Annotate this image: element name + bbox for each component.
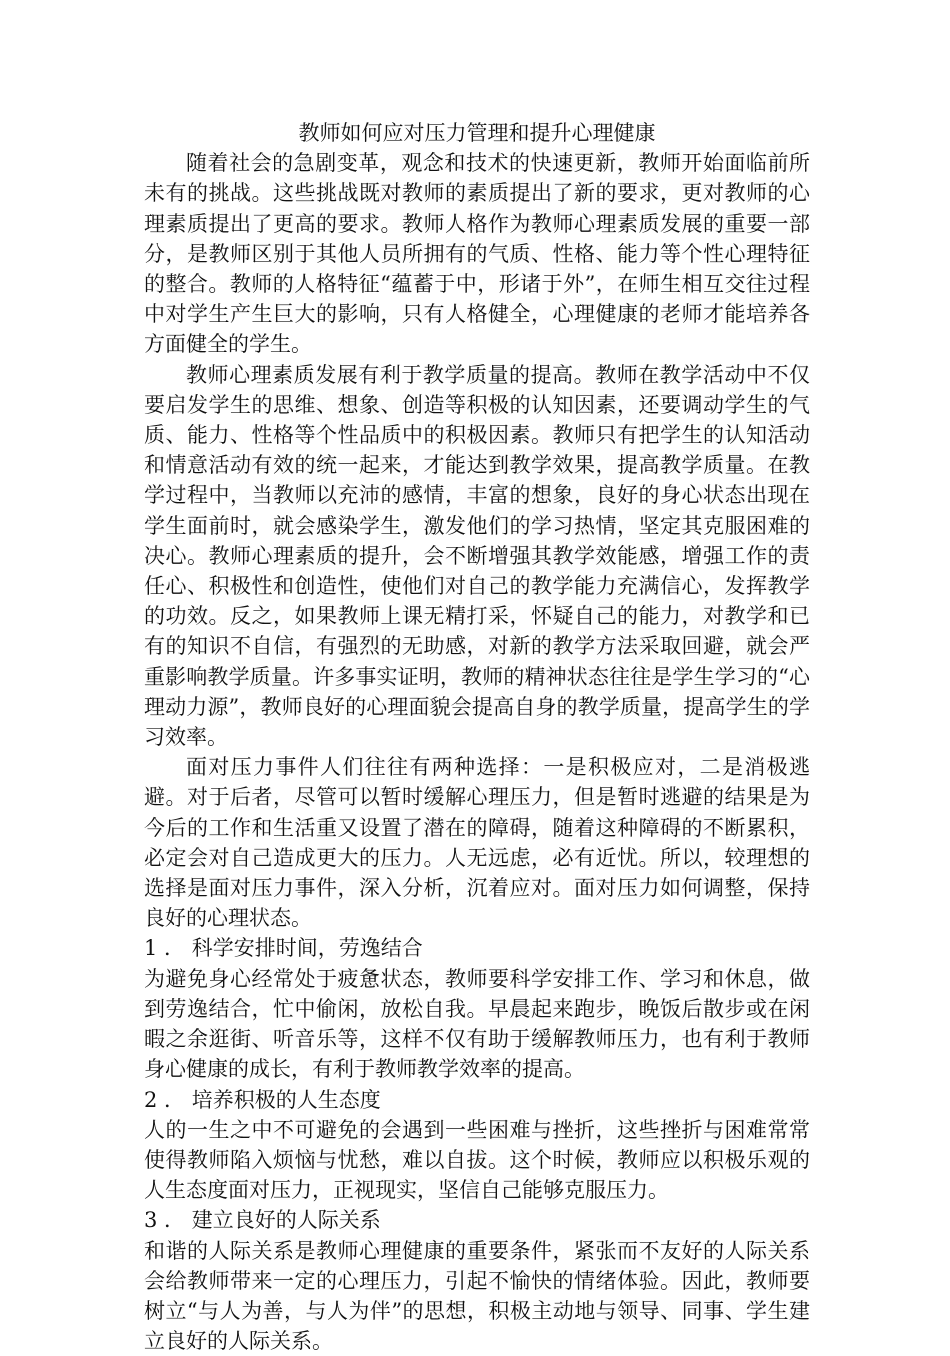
section-body-3: 和谐的人际关系是教师心理健康的重要条件，紧张而不友好的人际关系会给教师带来一定的心理压力，引起不愉快的情绪体验。因此，教师要树立“与人为善，与人为伴”的思想，积极主动地与领导、同事、学生建立良好的人际关系。 [144, 1238, 810, 1354]
paragraph-coping-choices: 面对压力事件人们往往有两种选择：一是积极应对，二是消极逃避。对于后者，尽管可以暂时缓解心理压力，但是暂时逃避的结果是为今后的工作和生活重又设置了潜在的障碍，随着这种障碍的不断累积，必定会对自己造成更大的压力。人无远虑，必有近忧。所以，较理想的选择是面对压力事件，深入分析，沉着应对。面对压力如何调整，保持良好的心理状态。 [144, 755, 810, 931]
document-title: 教师如何应对压力管理和提升心理健康 [298, 121, 656, 145]
paragraph-intro: 随着社会的急剧变革，观念和技术的快速更新，教师开始面临前所未有的挑战。这些挑战既对教师的素质提出了新的要求，更对教师的心理素质提出了更高的要求。教师人格作为教师心理素质发展的重要一部分，是教师区别于其他人员所拥有的气质、性格、能力等个性心理特征的整合。教师的人格特征“蕴蓄于中，形诸于外”，在师生相互交往过程中对学生产生巨大的影响，只有人格健全，心理健康的老师才能培养各方面健全的学生。 [144, 151, 810, 357]
section-heading-3: 3 ． 建立良好的人际关系 [144, 1208, 381, 1233]
paragraph-teaching-quality: 教师心理素质发展有利于教学质量的提高。教师在教学活动中不仅要启发学生的思维、想象、创造等积极的认知因素，还要调动学生的气质、能力、性格等个性品质中的积极因素。教师只有把学生的认知活动和情意活动有效的统一起来，才能达到教学效果，提高教学质量。在教学过程中，当教师以充沛的感情，丰富的想象，良好的身心状态出现在学生面前时，就会感染学生，激发他们的学习热情，坚定其克服困难的决心。教师心理素质的提升，会不断增强其教学效能感，增强工作的责任心、积极性和创造性，使他们对自己的教学能力充满信心，发挥教学的功效。反之，如果教师上课无精打采，怀疑自己的能力，对教学和已有的知识不自信，有强烈的无助感，对新的教学方法采取回避，就会严重影响教学质量。许多事实证明，教师的精神状态往往是学生学习的“心理动力源”，教师良好的心理面貌会提高自身的教学质量，提高学生的学习效率。 [144, 362, 810, 750]
section-body-1: 为避免身心经常处于疲惫状态，教师要科学安排工作、学习和休息，做到劳逸结合，忙中偷闲，放松自我。早晨起来跑步，晚饭后散步或在闲暇之余逛街、听音乐等，这样不仅有助于缓解教师压力，也有利于教师身心健康的成长，有利于教师教学效率的提高。 [144, 966, 810, 1082]
section-heading-2: 2 ． 培养积极的人生态度 [144, 1087, 381, 1112]
section-heading-1: 1 ． 科学安排时间，劳逸结合 [144, 936, 423, 961]
section-body-2: 人的一生之中不可避免的会遇到一些困难与挫折，这些挫折与困难常常使得教师陷入烦恼与忧愁，难以自拔。这个时候，教师应以积极乐观的人生态度面对压力，正视现实，坚信自己能够克服压力。 [144, 1117, 810, 1203]
document-page [144, 118, 810, 1356]
